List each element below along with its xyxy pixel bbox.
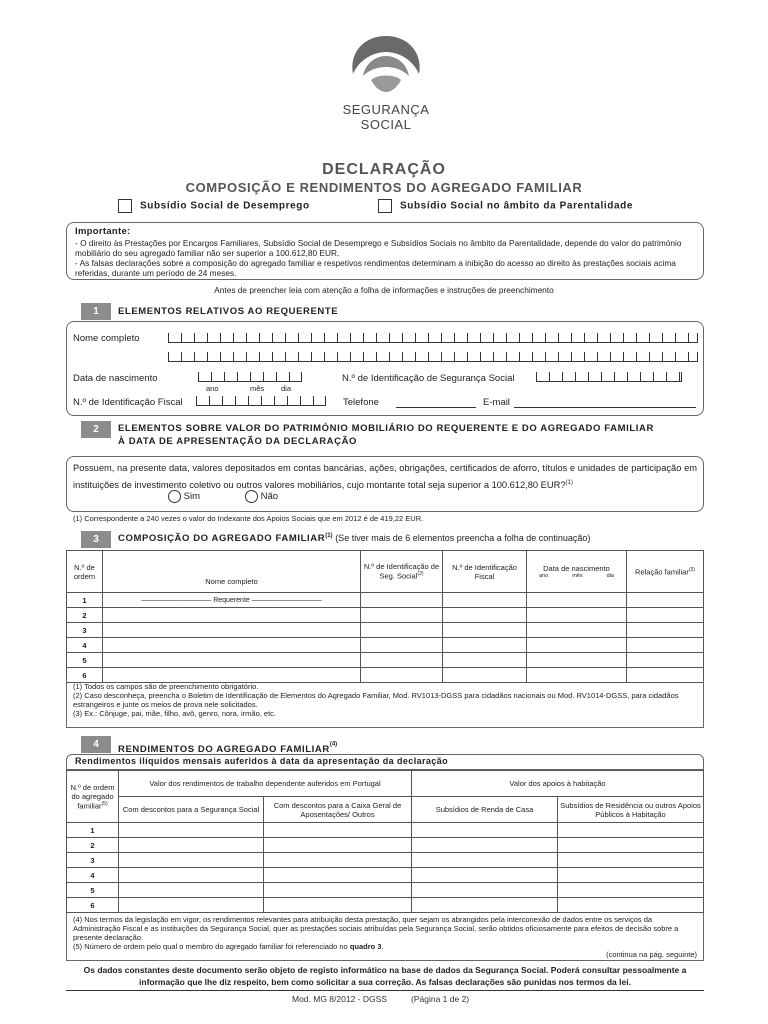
continues-note: (continua na pág. seguinte) bbox=[606, 950, 697, 959]
income-cell[interactable] bbox=[558, 883, 704, 898]
niss-field[interactable] bbox=[536, 372, 682, 382]
email-label: E-mail bbox=[483, 397, 510, 408]
org-name: SEGURANÇA SOCIAL bbox=[342, 102, 430, 132]
nif-label: N.º de Identificação Fiscal bbox=[73, 397, 183, 408]
rel-cell[interactable] bbox=[627, 623, 704, 638]
table-row bbox=[67, 838, 704, 853]
row-number: 1 bbox=[67, 593, 103, 608]
row-number: 2 bbox=[67, 608, 103, 623]
income-cell[interactable] bbox=[119, 883, 264, 898]
col-dob-mes: mês bbox=[572, 573, 583, 579]
row-number: 6 bbox=[67, 668, 103, 683]
col-niss bbox=[361, 551, 443, 593]
important-heading: Importante: bbox=[75, 226, 131, 237]
dob-dia: dia bbox=[281, 384, 292, 393]
income-cell[interactable] bbox=[412, 898, 558, 913]
row-number: 3 bbox=[67, 623, 103, 638]
niss-label: N.º de Identificação de Segurança Social bbox=[342, 373, 515, 384]
document-subtitle: COMPOSIÇÃO E RENDIMENTOS DO AGREGADO FAMILIAR bbox=[185, 180, 583, 195]
income-cell[interactable] bbox=[558, 823, 704, 838]
col-housing-renda: Subsídios de Renda de Casa bbox=[412, 797, 558, 823]
income-cell[interactable] bbox=[264, 838, 412, 853]
name-field-line-1[interactable] bbox=[168, 333, 698, 343]
col-order bbox=[67, 771, 119, 823]
note-5-text: (5) Número de ordem pelo qual o membro do agregado familiar foi referenciado no bbox=[73, 942, 348, 951]
dob-cell[interactable] bbox=[527, 653, 627, 668]
table-row bbox=[67, 898, 704, 913]
rel-cell[interactable] bbox=[627, 638, 704, 653]
section-2-question bbox=[73, 461, 697, 493]
table-row bbox=[67, 608, 704, 623]
niss-cell[interactable] bbox=[361, 593, 443, 608]
dob-field[interactable] bbox=[198, 372, 302, 382]
col-order: N.º de ordem bbox=[67, 551, 103, 593]
income-cell[interactable] bbox=[412, 883, 558, 898]
col-niss-ref: (2) bbox=[417, 571, 424, 578]
income-cell[interactable] bbox=[119, 868, 264, 883]
document-title: DECLARAÇÃO bbox=[322, 161, 446, 178]
nif-field[interactable] bbox=[196, 396, 326, 406]
row-number: 1 bbox=[67, 823, 119, 838]
table-row bbox=[67, 593, 704, 608]
row-number: 5 bbox=[67, 883, 119, 898]
table-row bbox=[67, 653, 704, 668]
name-cell[interactable]: —————————— Requerente —————————— bbox=[103, 593, 361, 608]
important-point-2: - As falsas declarações sobre a composição do agregado familiar e respetivos rendimentos determinam a inibição do acesso ao direito às prestações sociais acima referidas, durante um período de 24 meses. bbox=[75, 258, 676, 278]
income-cell[interactable] bbox=[412, 823, 558, 838]
rel-cell[interactable] bbox=[627, 653, 704, 668]
table-row bbox=[67, 823, 704, 838]
important-box bbox=[66, 222, 704, 280]
income-cell[interactable] bbox=[412, 868, 558, 883]
question-text: Possuem, na presente data, valores depositados em contas bancárias, ações, obrigações, certificados de aforro, títulos e unidades de participação em instituições de investimento coletivo ou outros valores mobiliários, cujo montante total seja superior a 100.612,80 EUR? bbox=[73, 463, 697, 491]
section-4-note-5: (5) Número de ordem pelo qual o membro do agregado familiar foi referenciado no quadro 3. bbox=[73, 942, 384, 951]
section-3-title-ref: (1) bbox=[325, 533, 333, 539]
radio-nao[interactable] bbox=[245, 490, 258, 503]
section-3-note-2: (2) Caso desconheça, preencha o Boletim de Identificação de Elementos do Agregado Familiar, Mod. RV1013-DGSS para cidadãos nacionais ou Mod. RV1014-DGSS, para cidadãos estrangeiros e junte os meios de prova nele solicitados. bbox=[73, 691, 679, 709]
row-number: 4 bbox=[67, 868, 119, 883]
income-cell[interactable] bbox=[558, 853, 704, 868]
name-cell[interactable] bbox=[103, 638, 361, 653]
note-5-ref: quadro 3 bbox=[349, 942, 382, 951]
col-housing: Valor dos apoios à habitação bbox=[412, 771, 704, 797]
dob-label: Data de nascimento bbox=[73, 373, 158, 384]
section-2-footnote: (1) Correspondente a 240 vezes o valor do Indexante dos Apoios Sociais que em 2012 é de 419,22 EUR. bbox=[73, 514, 424, 523]
col-rel bbox=[627, 551, 704, 593]
col-dob-ano: ano bbox=[539, 573, 549, 579]
section-3-number: 3 bbox=[81, 531, 111, 548]
nif-cell[interactable] bbox=[443, 638, 527, 653]
col-rel-label: Relação familiar bbox=[635, 567, 689, 577]
section-2-title-line-1: ELEMENTOS SOBRE VALOR DO PATRIMÓNIO MOBILIÁRIO DO REQUERENTE E DO AGREGADO FAMILIAR bbox=[118, 423, 654, 434]
checkbox-desemprego[interactable] bbox=[118, 199, 132, 213]
name-cell[interactable] bbox=[103, 623, 361, 638]
income-cell[interactable] bbox=[264, 898, 412, 913]
nif-cell[interactable] bbox=[443, 623, 527, 638]
dob-ano: ano bbox=[206, 384, 219, 393]
name-label: Nome completo bbox=[73, 333, 140, 344]
table-row bbox=[67, 883, 704, 898]
rel-cell[interactable] bbox=[627, 593, 704, 608]
name-cell[interactable] bbox=[103, 608, 361, 623]
col-work: Valor dos rendimentos de trabalho dependente auferidos em Portugal bbox=[119, 771, 412, 797]
section-3-notes bbox=[66, 680, 704, 728]
yes-option[interactable] bbox=[168, 490, 200, 503]
section-1-number: 1 bbox=[81, 303, 111, 320]
income-cell[interactable] bbox=[119, 853, 264, 868]
income-cell[interactable] bbox=[264, 868, 412, 883]
section-4-notes bbox=[66, 913, 704, 961]
row-number: 4 bbox=[67, 638, 103, 653]
option-desemprego[interactable] bbox=[118, 199, 310, 213]
col-work-cga: Com descontos para a Caixa Geral de Aposentações/ Outros bbox=[264, 797, 412, 823]
data-protection-notice: Os dados constantes deste documento serão objeto de registo informático na base de dados da Segurança Social. Poderá consultar pessoalmente a informação que lhe diz respeito, bem como solicitar a sua correção. As falsas declarações são punidas nos termos da lei. bbox=[83, 965, 687, 987]
no-label: Não bbox=[260, 491, 279, 503]
col-dob bbox=[527, 551, 627, 593]
income-cell[interactable] bbox=[119, 823, 264, 838]
col-nif: N.º de Identificação Fiscal bbox=[443, 551, 527, 593]
section-3-header bbox=[118, 533, 590, 544]
dob-cell[interactable] bbox=[527, 593, 627, 608]
section-4-number: 4 bbox=[81, 736, 111, 753]
col-name: Nome completo bbox=[103, 551, 361, 593]
instructions-line: Antes de preencher leia com atenção a folha de informações e instruções de preenchimento bbox=[214, 285, 554, 295]
yes-label: Sim bbox=[183, 491, 201, 503]
section-3-title: COMPOSIÇÃO DO AGREGADO FAMILIAR bbox=[118, 533, 326, 545]
col-dob-parts bbox=[527, 573, 626, 579]
no-option[interactable] bbox=[245, 490, 278, 503]
section-2-title-line-2: À DATA DE APRESENTAÇÃO DA DECLARAÇÃO bbox=[118, 436, 358, 447]
radio-sim[interactable] bbox=[168, 490, 181, 503]
income-cell[interactable] bbox=[264, 883, 412, 898]
income-cell[interactable] bbox=[558, 868, 704, 883]
requerente-label: Requerente bbox=[213, 596, 250, 604]
niss-cell[interactable] bbox=[361, 608, 443, 623]
email-field[interactable] bbox=[514, 407, 696, 408]
table-row bbox=[67, 853, 704, 868]
income-cell[interactable] bbox=[558, 838, 704, 853]
question-ref: (1) bbox=[565, 480, 573, 486]
name-field-line-2[interactable] bbox=[168, 352, 698, 362]
col-housing-outros: Subsídios de Residência ou outros Apoios Públicos à Habitação bbox=[558, 797, 704, 823]
col-dob-dia: dia bbox=[606, 573, 614, 579]
dob-cell[interactable] bbox=[527, 608, 627, 623]
nif-cell[interactable] bbox=[443, 653, 527, 668]
col-order-ref: (5) bbox=[101, 800, 108, 807]
col-rel-ref: (3) bbox=[688, 566, 695, 573]
section-3-note-3: (3) Ex.: Cônjuge, pai, mãe, filho, avô, genro, nora, irmão, etc. bbox=[73, 709, 277, 718]
household-table bbox=[66, 550, 704, 683]
niss-cell[interactable] bbox=[361, 653, 443, 668]
table-row bbox=[67, 868, 704, 883]
col-dob-label: Data de nascimento bbox=[543, 564, 610, 573]
col-order-label: N.º de ordem do agregado familiar bbox=[70, 782, 115, 811]
section-4-title-ref: (4) bbox=[329, 741, 338, 748]
section-4-note-4: (4) Nos termos da legislação em vigor, os rendimentos relevantes para atribuição desta prestação, quer sejam os abrangidos pela interconexão de dados entre os serviços da Administração Fiscal e as instituições da Segurança Social, quer as prestações sociais atribuídas pela Segurança Social, serão obtidos oficiosamente para efeitos de decisão sobre a presente declaração. bbox=[73, 915, 679, 942]
nif-cell[interactable] bbox=[443, 593, 527, 608]
checkbox-parentalidade[interactable] bbox=[378, 199, 392, 213]
option-desemprego-label: Subsídio Social de Desemprego bbox=[140, 200, 310, 212]
dob-cell[interactable] bbox=[527, 638, 627, 653]
niss-cell[interactable] bbox=[361, 638, 443, 653]
seguranca-social-logo-icon bbox=[341, 30, 431, 98]
section-4-title: RENDIMENTOS DO AGREGADO FAMILIAR bbox=[118, 744, 330, 755]
logo bbox=[326, 30, 446, 132]
table-row bbox=[67, 623, 704, 638]
nif-cell[interactable] bbox=[443, 608, 527, 623]
income-cell[interactable] bbox=[119, 838, 264, 853]
section-2-number: 2 bbox=[81, 421, 111, 438]
phone-label: Telefone bbox=[343, 397, 379, 408]
phone-field[interactable] bbox=[396, 407, 476, 408]
income-cell[interactable] bbox=[264, 853, 412, 868]
option-parentalidade-label: Subsídio Social no âmbito da Parentalidade bbox=[400, 200, 634, 212]
col-work-ss: Com descontos para a Segurança Social bbox=[119, 797, 264, 823]
section-3-note: (Se tiver mais de 6 elementos preencha a folha de continuação) bbox=[335, 533, 591, 544]
option-parentalidade[interactable] bbox=[378, 199, 633, 213]
income-cell[interactable] bbox=[264, 823, 412, 838]
income-cell[interactable] bbox=[412, 838, 558, 853]
niss-cell[interactable] bbox=[361, 623, 443, 638]
important-point-1: - O direito às Prestações por Encargos Familiares, Subsídio Social de Desemprego e Subsídios Sociais no âmbito da Parentalidade, depende do valor do património mobiliário do seu agregado familiar não ser superior a 100.612,80 EUR. bbox=[75, 238, 682, 258]
dob-mes: mês bbox=[250, 384, 265, 393]
row-number: 6 bbox=[67, 898, 119, 913]
footer-divider bbox=[66, 990, 704, 991]
col-niss-label: N.º de Identificação de Seg. Social bbox=[363, 562, 440, 581]
row-number: 2 bbox=[67, 838, 119, 853]
section-4-table-title: Rendimentos ilíquidos mensais auferidos à data da apresentação da declaração bbox=[66, 754, 704, 770]
model-code: Mod. MG 8/2012 - DGSS bbox=[292, 994, 387, 1004]
section-3-note-1: (1) Todos os campos são de preenchimento obrigatório. bbox=[73, 682, 259, 691]
table-row bbox=[67, 638, 704, 653]
section-1-title: ELEMENTOS RELATIVOS AO REQUERENTE bbox=[118, 306, 339, 317]
name-cell[interactable] bbox=[103, 653, 361, 668]
income-table bbox=[66, 770, 704, 913]
row-number: 3 bbox=[67, 853, 119, 868]
rel-cell[interactable] bbox=[627, 608, 704, 623]
income-cell[interactable] bbox=[412, 853, 558, 868]
dob-cell[interactable] bbox=[527, 623, 627, 638]
income-cell[interactable] bbox=[558, 898, 704, 913]
row-number: 5 bbox=[67, 653, 103, 668]
income-cell[interactable] bbox=[119, 898, 264, 913]
page-number: (Página 1 de 2) bbox=[411, 994, 470, 1004]
